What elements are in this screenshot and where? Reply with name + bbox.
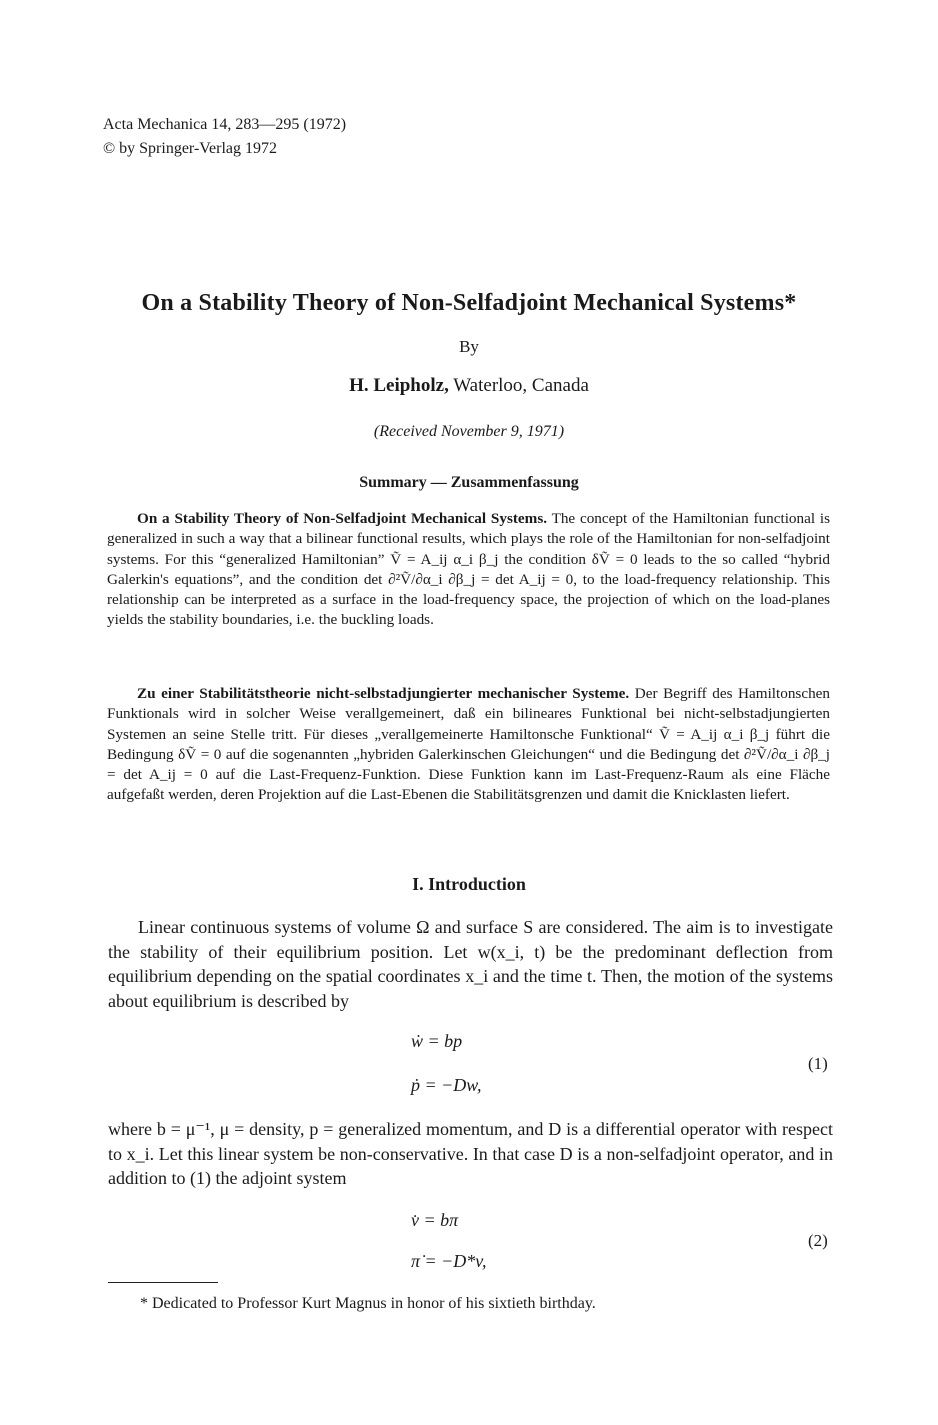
equation-1-line-2: ṗ = −Dw, (411, 1075, 482, 1095)
equation-2-line-1: v̇ = bπ (411, 1210, 459, 1230)
equation-1-number: (1) (808, 1054, 828, 1073)
abstract-german-text: Der Begriff des Hamiltonschen Funktionals wird in solcher Weise verallgemeinert, daß ein bilineares Funktional bei nicht-selbstadjungierten Systemen an seine Stelle tritt. Für dieses „verallgemeinerte Hamiltonsche Funktional“ Ṽ = A_ij α_i β_j führt die Bedingung δṼ = 0 auf die sogenannten „hybriden Galerkinschen Gleichungen“ und die Bedingung det ∂²Ṽ/∂α_i ∂β_j = det A_ij = 0 auf die Last-Frequenz-Funktion. Diese Funktion kann im Last-Frequenz-Raum als eine Fläche aufgefaßt werden, deren Projektion auf die Last-Ebenen die Stabilitätsgrenzen und damit die Knicklasten liefert. (107, 685, 831, 804)
equation-2-line-2: π̇ = −D*v, (411, 1251, 487, 1271)
equation-1-line-1: ẇ = bp (411, 1031, 463, 1051)
author-line (0, 375, 938, 397)
abstract-german-lead: Zu einer Stabilitätstheorie nicht-selbstadjungierter mechanischer Systeme. (137, 685, 630, 702)
abstract-english-lead: On a Stability Theory of Non-Selfadjoint Mechanical Systems. (137, 510, 548, 527)
section-heading: I. Introduction (412, 874, 526, 894)
abstract-english-text: The concept of the Hamiltonian functional is generalized in such a way that a bilinear functional results, which plays the role of the Hamiltonian for non-selfadjoint systems. For this “generalized Hamiltonian” Ṽ = A_ij α_i β_j the condition δṼ = 0 leads to the so called “hybrid Galerkin's equations”, and the condition det ∂²Ṽ/∂α_i ∂β_j = det A_ij = 0, to the load-frequency relationship. This relationship can be interpreted as a surface in the load-frequency space, the projection of which on the load-planes yields the stability boundaries, i.e. the buckling loads. (107, 510, 830, 629)
equation-2-number: (2) (808, 1231, 828, 1250)
received-date: (Received November 9, 1971) (373, 423, 565, 440)
abstract-german (107, 684, 830, 806)
footnote: * Dedicated to Professor Kurt Magnus in honor of his sixtieth birthday. (140, 1295, 596, 1312)
journal-citation: Acta Mechanica 14, 283—295 (1972) (103, 116, 347, 133)
author-affiliation: Waterloo, Canada (453, 375, 589, 396)
intro-paragraph-2: where b = μ⁻¹, μ = density, p = generalized momentum, and D is a differential operator with respect to x_i. Let this linear system be non-conservative. In that case D is a non-selfadjoint operator, and in addition to (1) the adjoint system (108, 1119, 833, 1188)
footnote-rule (108, 1282, 218, 1283)
intro-paragraph-1: Linear continuous systems of volume Ω and surface S are considered. The aim is to investigate the stability of their equilibrium position. Let w(x_i, t) be the predominant deflection from equilibrium depending on the spatial coordinates x_i and the time t. Then, the motion of the systems about equilibrium is described by (108, 917, 833, 1011)
paper-title: On a Stability Theory of Non-Selfadjoint Mechanical Systems* (141, 290, 797, 316)
copyright-line: © by Springer-Verlag 1972 (103, 140, 278, 157)
summary-heading: Summary — Zusammenfassung (359, 474, 579, 491)
abstract-english (107, 509, 830, 631)
by-line: By (459, 337, 479, 356)
author-name: H. Leipholz, (349, 375, 449, 396)
